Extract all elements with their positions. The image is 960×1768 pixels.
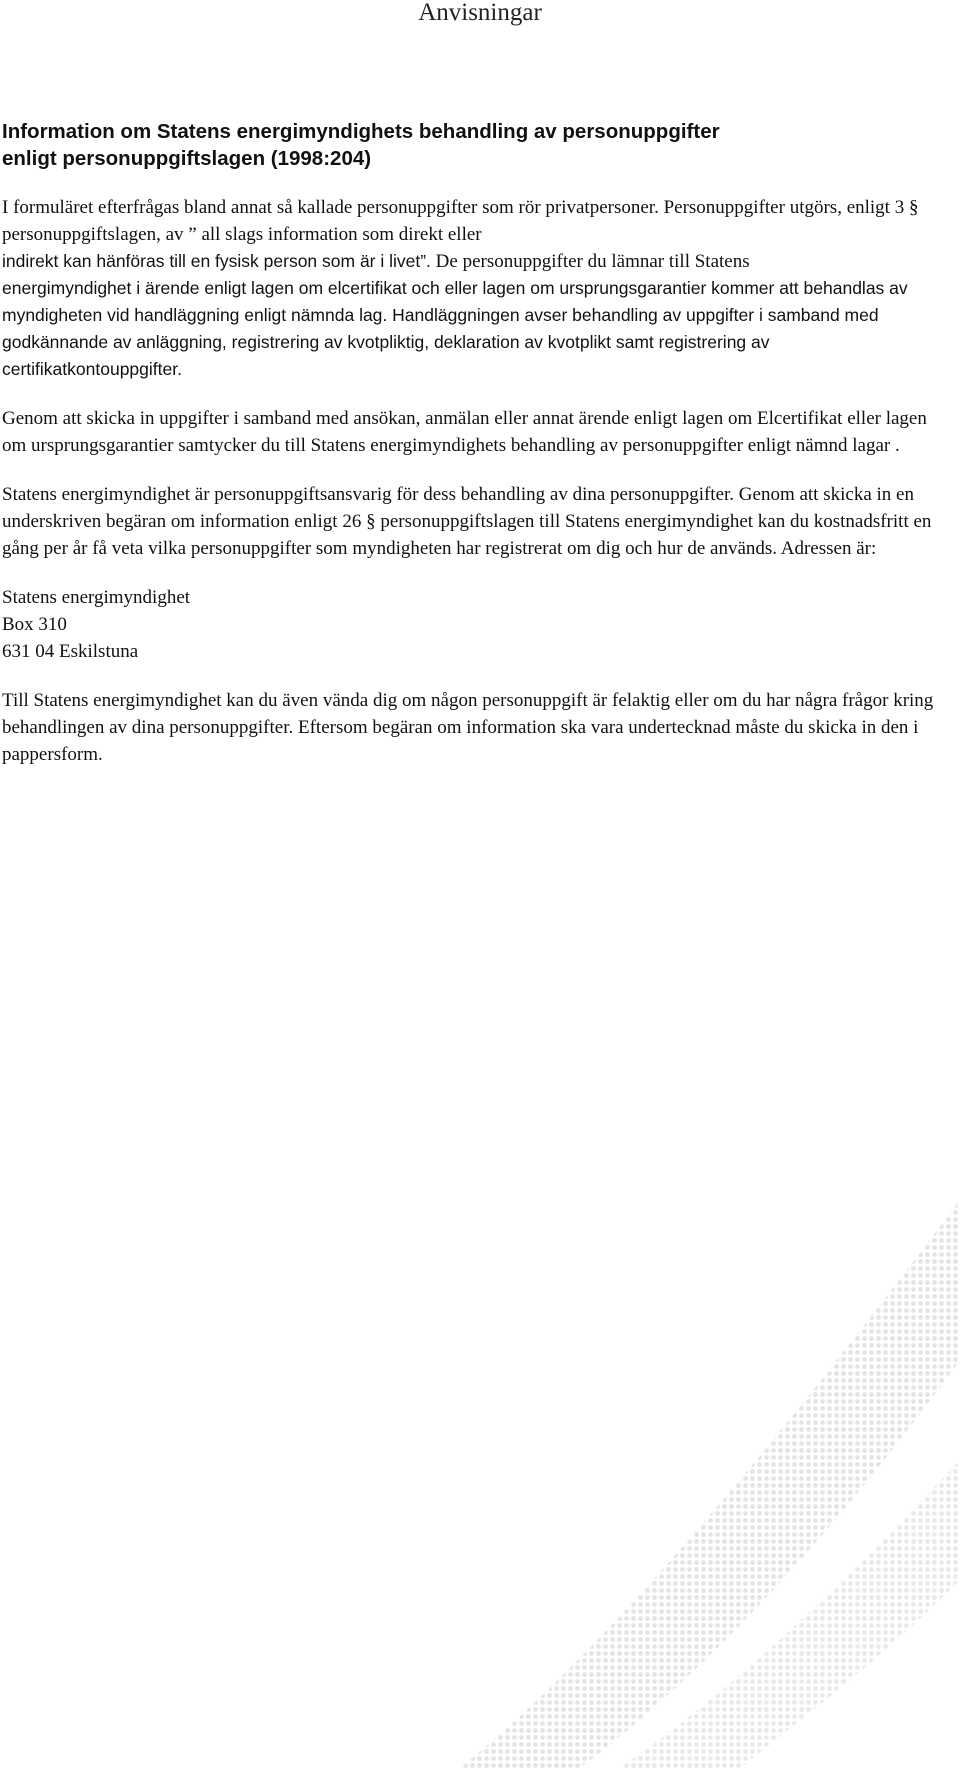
page-header-title: Anvisningar <box>418 0 542 26</box>
paragraph-contact: Till Statens energimyndighet kan du även vända dig om någon personuppgift är felaktig eller om du har några frågor kring behandlingen av dina personuppgifter. Eftersom begäran om information ska vara undertecknad måste du skicka in den i pappersform. <box>2 690 934 765</box>
document-body <box>2 118 952 790</box>
watermark-swoosh-icon <box>420 1160 960 1768</box>
postal-address <box>2 584 952 665</box>
address-line-name: Statens energimyndighet <box>2 587 191 608</box>
document-title <box>2 118 952 172</box>
document-title-line2: enligt personuppgiftslagen (1998:204) <box>2 147 372 170</box>
address-line-box: Box 310 <box>2 614 67 635</box>
paragraph1-part2: indirekt kan hänföras till en fysisk person som är i livet”. <box>2 251 431 271</box>
paragraph1-part3: De personuppgifter du lämnar till Statens <box>430 251 750 272</box>
paragraph-consent: Genom att skicka in uppgifter i samband med ansökan, anmälan eller annat ärende enligt lagen om Elcertifikat eller lagen om ursprungsgarantier samtycker du till Statens energimyndighets behandling av personuppgifter enligt nämnd lagar . <box>2 408 927 456</box>
paragraph1-part4: energimyndighet i ärende enligt lagen om elcertifikat och eller lagen om ursprungsgarantier kommer att behandlas av myndigheten vid handläggning enligt nämnda lag. <box>2 278 908 325</box>
paragraph-responsibility: Statens energimyndighet är personuppgiftsansvarig för dess behandling av dina personuppgifter. Genom att skicka in en underskriven begäran om information enligt 26 § personuppgiftslagen till Statens energimyndighet kan du kostnadsfritt en gång per år få veta vilka personuppgifter som myndigheten har registrerat om dig och hur de används. Adressen är: <box>2 484 932 559</box>
address-line-city: 631 04 Eskilstuna <box>2 641 139 662</box>
paragraph-personal-data <box>2 194 952 383</box>
paragraph1-part5: Handläggningen avser behandling av uppgifter i samband med godkännande av anläggning, registrering av kvotpliktig, deklaration av kvotplikt samt registrering av certifikatkontouppgifter. <box>2 305 879 379</box>
document-title-line1: Information om Statens energimyndighets behandling av personuppgifter <box>2 120 720 143</box>
paragraph1-part1: I formuläret efterfrågas bland annat så kallade personuppgifter som rör privatpersoner. Personuppgifter utgörs, enligt 3 § personuppgiftslagen, av ” all slags information som direkt eller <box>2 197 919 245</box>
